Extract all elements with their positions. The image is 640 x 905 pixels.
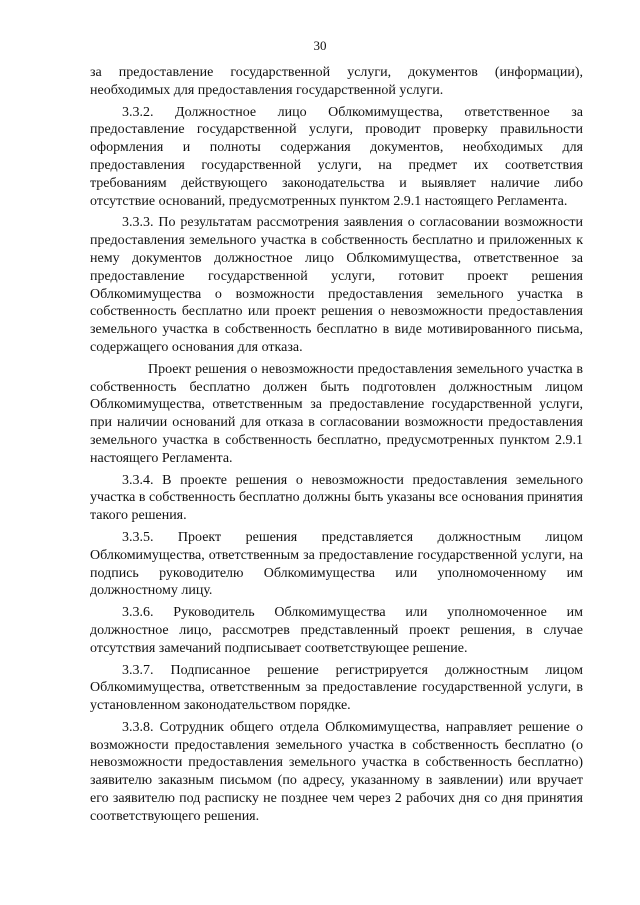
paragraph-3-3-2: 3.3.2. Должностное лицо Облкомимущества, ответственное за предоставление государственной услуги, проводит проверку правильности оформления и полноты содержания документов, необходимых для предоставления государственной услуги, на предмет их соответствия требованиям действующего законодательства и выявляет наличие либо отсутствие оснований, предусмотренных пунктом 2.9.1 настоящего Регламента. — [90, 104, 583, 209]
page-number: 30 — [313, 38, 327, 53]
paragraph-3-3-6: 3.3.6. Руководитель Облкомимущества или уполномоченное им должностное лицо, рассмотрев представленный проект решения, в случае отсутствия замечаний подписывает соответствующее решение. — [90, 605, 583, 656]
paragraph-3-3-5: 3.3.5. Проект решения представляется должностным лицом Облкомимущества, ответственным за предоставление государственной услуги, на подпись руководителю Облкомимущества или уполномоченному им должностному лицу. — [90, 529, 583, 599]
document-body — [90, 64, 583, 830]
paragraph-refusal-draft: Проект решения о невозможности предоставления земельного участка в собственность бесплатно должен быть подготовлен должностным лицом Облкомимущества, ответственным за предоставление государственной услуги, при наличии оснований для отказа в согласовании возможности предоставления земельного участка в собственность бесплатно, предусмотренных пунктом 2.9.1 настоящего Регламента. — [90, 361, 583, 466]
paragraph-3-3-8: 3.3.8. Сотрудник общего отдела Облкомимущества, направляет решение о возможности предоставления земельного участка в собственность бесплатно (о невозможности предоставления земельного участка в собственность бесплатно) заявителю заказным письмом (по адресу, указанному в заявлении) или вручает его заявителю под расписку не позднее чем через 2 рабочих дня со дня принятия соответствующего решения. — [90, 719, 583, 824]
paragraph-3-3-7: 3.3.7. Подписанное решение регистрируется должностным лицом Облкомимущества, ответственным за предоставление государственной услуги, в установленном законодательством порядке. — [90, 662, 583, 714]
paragraph-3-3-4: 3.3.4. В проекте решения о невозможности предоставления земельного участка в собственность бесплатно должны быть указаны все основания принятия такого решения. — [90, 472, 583, 524]
paragraph-continuation: за предоставление государственной услуги, документов (информации), необходимых для предоставления государственной услуги. — [90, 65, 583, 98]
paragraph-3-3-3: 3.3.3. По результатам рассмотрения заявления о согласовании возможности предоставления земельного участка в собственность бесплатно и приложенных к нему документов должностное лицо Облкомимущества, ответственное за предоставление государственной услуги, готовит проект решения Облкомимущества о возможности предоставления земельного участка в собственность бесплатно или проект решения о невозможности предоставления земельного участка в собственность бесплатно в виде мотивированного письма, содержащего основания для отказа. — [90, 215, 583, 355]
